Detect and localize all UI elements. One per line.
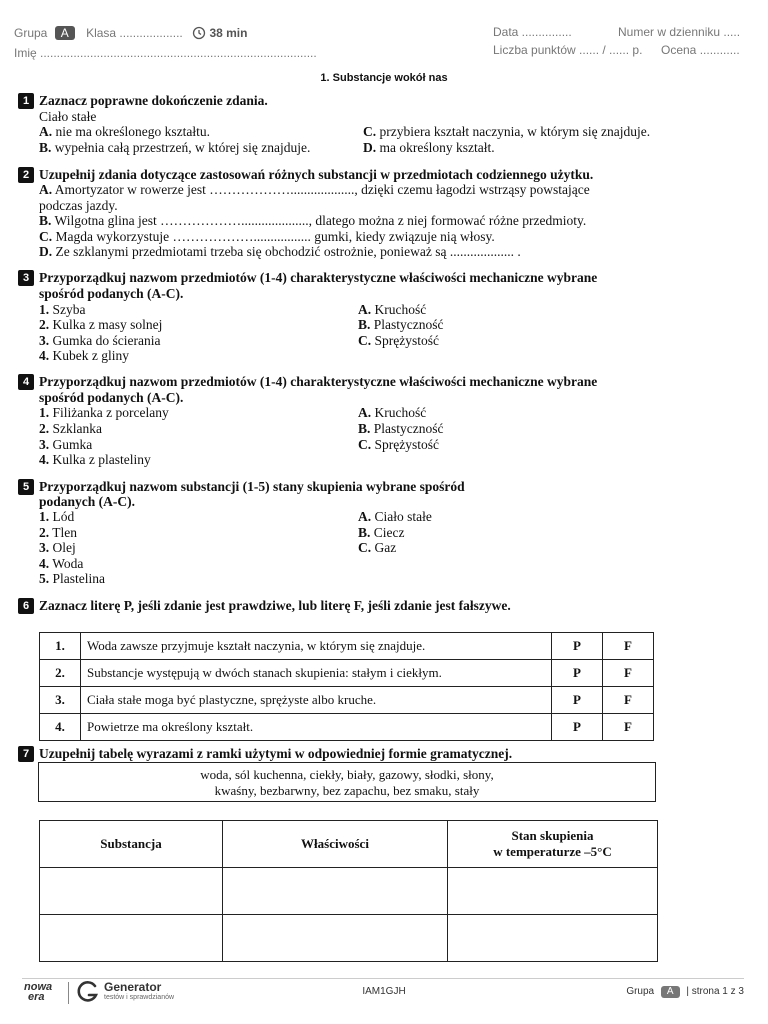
- statement-text: Ciała stałe moga być plastyczne, sprężyste albo kruche.: [81, 687, 552, 714]
- clock-icon: [192, 26, 206, 43]
- true-option[interactable]: P: [552, 687, 603, 714]
- task-4-question-line1: Przyporządkuj nazwom przedmiotów (1-4) charakterystyczne właściwości mechaniczne wybrane: [39, 374, 598, 389]
- generator-title: Generator: [104, 980, 162, 994]
- row-number: 4.: [40, 714, 81, 741]
- task-4-item-3: 3. Gumka: [39, 437, 93, 452]
- true-false-table: [39, 632, 654, 741]
- true-option[interactable]: P: [552, 714, 603, 741]
- task-3-item-2: 2. Kulka z masy solnej: [39, 317, 163, 332]
- task-4-item-1: 1. Filiżanka z porcelany: [39, 405, 169, 420]
- column-header-substance: Substancja: [40, 821, 223, 868]
- task-5-item-5: 5. Plastelina: [39, 571, 105, 586]
- task-4-question-line2: spośród podanych (A-C).: [39, 390, 184, 405]
- task-7-question: Uzupełnij tabelę wyrazami z ramki użytymi w odpowiedniej formie gramatycznej.: [39, 746, 513, 761]
- class-label: Klasa ...................: [86, 26, 183, 40]
- task-3-item-1: 1. Szyba: [39, 302, 86, 317]
- row-number: 1.: [40, 633, 81, 660]
- false-option[interactable]: F: [603, 633, 654, 660]
- task-4-answer-b: B. Plastyczność: [358, 421, 444, 436]
- false-option[interactable]: F: [603, 660, 654, 687]
- name-field: Imię ...................................................................................: [14, 46, 317, 60]
- true-option[interactable]: P: [552, 660, 603, 687]
- table-row: [40, 660, 654, 687]
- time-limit: 38 min: [209, 26, 248, 40]
- task-5-item-2: 2. Tlen: [39, 525, 77, 540]
- task-2-question: Uzupełnij zdania dotyczące zastosowań różnych substancji w przedmiotach codziennego użytku.: [39, 167, 594, 182]
- answer-cell[interactable]: [40, 915, 223, 962]
- task-2-line-d: D. Ze szklanymi przedmiotami trzeba się obchodzić ostrożnie, ponieważ są ................... .: [39, 244, 521, 259]
- date-field: Data ...............: [493, 25, 572, 39]
- task-number-3: 3: [18, 270, 34, 286]
- statement-text: Powietrze ma określony kształt.: [81, 714, 552, 741]
- word-bank-line2: kwaśny, bezbarwny, bez zapachu, bez smaku, stały: [214, 783, 480, 798]
- false-option[interactable]: F: [603, 714, 654, 741]
- grade-field: Ocena ............: [661, 43, 740, 57]
- group-badge: A: [55, 26, 75, 40]
- group-label: Grupa: [14, 26, 48, 40]
- page-number: | strona 1 z 3: [686, 986, 744, 997]
- task-number-6: 6: [18, 598, 34, 614]
- task-1-option-d: D. ma określony kształt.: [363, 140, 495, 155]
- task-5-question-line2: podanych (A-C).: [39, 494, 136, 509]
- statement-text: Woda zawsze przyjmuje kształt naczynia, w którym się znajduje.: [81, 633, 552, 660]
- task-1-option-c: C. przybiera kształt naczynia, w którym się znajduje.: [363, 124, 651, 139]
- task-1-option-b: B. wypełnia całą przestrzeń, w której się znajduje.: [39, 140, 311, 155]
- task-3-answer-b: B. Plastyczność: [358, 317, 444, 332]
- task-number-7: 7: [18, 746, 34, 762]
- row-number: 3.: [40, 687, 81, 714]
- table-header-row: [40, 821, 658, 868]
- generator-subtitle: testów i sprawdzianów: [104, 994, 175, 1001]
- table-row: [40, 714, 654, 741]
- task-1-question: Zaznacz poprawne dokończenie zdania.: [39, 93, 268, 108]
- word-bank-line1: woda, sól kuchenna, ciekły, biały, gazowy, słodki, słony,: [200, 767, 494, 782]
- task-2-line-a: A. Amortyzator w rowerze jest ………………..................., dzięki czemu łagodzi wstrząsy powstające: [39, 182, 590, 197]
- footer-page-info: [626, 986, 744, 998]
- answer-cell[interactable]: [40, 868, 223, 915]
- task-number-4: 4: [18, 374, 34, 390]
- task-3-answer-c: C. Sprężystość: [358, 333, 439, 348]
- table-row: [40, 633, 654, 660]
- task-5-answer-a: A. Ciało stałe: [358, 509, 432, 524]
- journal-number-field: Numer w dzienniku .....: [618, 25, 741, 39]
- task-6-question: Zaznacz literę P, jeśli zdanie jest prawdziwe, lub literę F, jeśli zdanie jest fałszywe.: [39, 598, 511, 613]
- points-field: Liczba punktów ...... / ...... p.: [493, 43, 643, 57]
- footer-divider: [22, 978, 744, 979]
- task-5-question-line1: Przyporządkuj nazwom substancji (1-5) stany skupienia wybrane spośród: [39, 479, 465, 494]
- answer-cell[interactable]: [223, 868, 448, 915]
- answer-cell[interactable]: [448, 868, 658, 915]
- task-3-item-3: 3. Gumka do ścierania: [39, 333, 161, 348]
- true-option[interactable]: P: [552, 633, 603, 660]
- table-row: [40, 687, 654, 714]
- task-4-item-4: 4. Kulka z plasteliny: [39, 452, 151, 467]
- task-2-line-b: B. Wilgotna glina jest ………………...................., dlatego można z niej formować różne przedmioty.: [39, 213, 587, 228]
- page-title: 1. Substancje wokół nas: [320, 72, 448, 84]
- task-3-question-line2: spośród podanych (A-C).: [39, 286, 184, 301]
- statement-text: Substancje występują w dwóch stanach skupienia: stałym i ciekłym.: [81, 660, 552, 687]
- test-code: IAM1GJH: [362, 986, 406, 997]
- task-4-answer-a: A. Kruchość: [358, 405, 427, 420]
- row-number: 2.: [40, 660, 81, 687]
- nowa-era-logo: nowa era: [24, 981, 53, 1003]
- task-5-item-3: 3. Olej: [39, 540, 76, 555]
- task-5-answer-c: C. Gaz: [358, 540, 397, 555]
- task-3-item-4: 4. Kubek z gliny: [39, 348, 129, 363]
- table-row: [40, 868, 658, 915]
- task-2-line-c: C. Magda wykorzystuje ………………................. gumki, kiedy związuje nią włosy.: [39, 229, 495, 244]
- task-1-option-a: A. nie ma określonego kształtu.: [39, 124, 210, 139]
- task-number-5: 5: [18, 479, 34, 495]
- task-number-1: 1: [18, 93, 34, 109]
- task-4-answer-c: C. Sprężystość: [358, 437, 439, 452]
- column-header-state: Stan skupienia w temperaturze –5°C: [448, 821, 658, 868]
- footer-group-label: Grupa: [626, 986, 655, 997]
- task-3-question-line1: Przyporządkuj nazwom przedmiotów (1-4) charakterystyczne właściwości mechaniczne wybrane: [39, 270, 598, 285]
- task-3-answer-a: A. Kruchość: [358, 302, 427, 317]
- table-row: [40, 915, 658, 962]
- false-option[interactable]: F: [603, 687, 654, 714]
- task-5-answer-b: B. Ciecz: [358, 525, 405, 540]
- footer-group-badge: A: [661, 986, 680, 998]
- task-4-item-2: 2. Szklanka: [39, 421, 102, 436]
- task-number-2: 2: [18, 167, 34, 183]
- column-header-properties: Właściwości: [223, 821, 448, 868]
- task-5-item-1: 1. Lód: [39, 509, 75, 524]
- header-group: [14, 26, 247, 43]
- task-5-item-4: 4. Woda: [39, 556, 84, 571]
- task-1-lead: Ciało stałe: [39, 109, 97, 124]
- task-2-line-a-cont: podczas jazdy.: [39, 198, 118, 213]
- answer-cell[interactable]: [223, 915, 448, 962]
- fill-in-table: [39, 820, 658, 962]
- word-bank-box: [38, 762, 656, 802]
- answer-cell[interactable]: [448, 915, 658, 962]
